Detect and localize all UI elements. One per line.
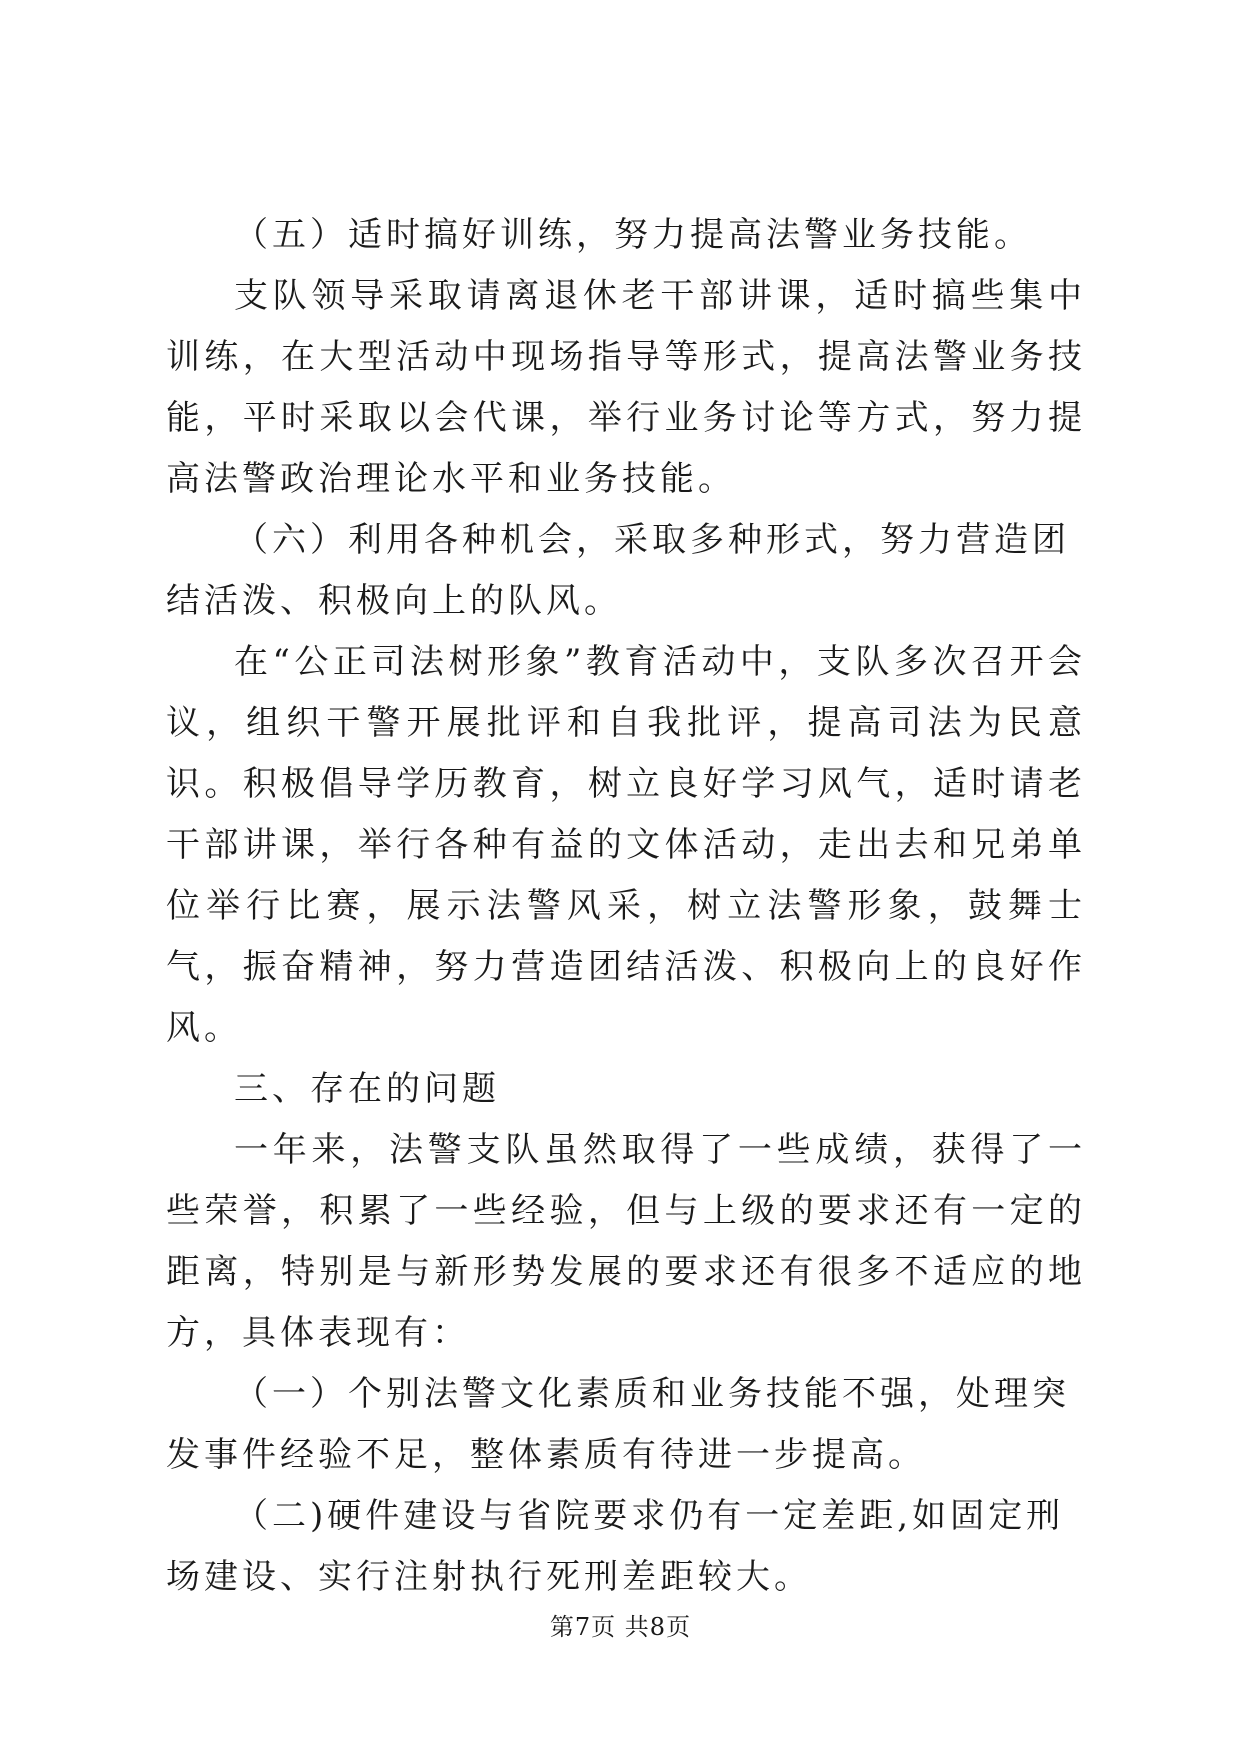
section-heading-problems: 三、存在的问题	[234, 1069, 500, 1109]
problem-item-1: （一）个别法警文化素质和业务技能不强，处理突发事件经验不足，整体素质有待进一步提高。	[166, 1374, 1070, 1475]
paragraph-training: 支队领导采取请离退休老干部讲课，适时搞些集中训练，在大型活动中现场指导等形式，提高法警业务技能，平时采取以会代课，举行业务讨论等方式，努力提高法警政治理论水平和业务技能。	[166, 276, 1086, 499]
problem-item-2: （二)硬件建设与省院要求仍有一定差距,如固定刑场建设、实行注射执行死刑差距较大。	[166, 1496, 1065, 1597]
section-heading-6: （六）利用各种机会，采取多种形式，努力营造团结活泼、积极向上的队风。	[166, 520, 1070, 621]
document-body	[166, 205, 1086, 1608]
page-number-footer: 第7页 共8页	[549, 1613, 692, 1641]
paragraph-team-spirit: 在“公正司法树形象”教育活动中，支队多次召开会议，组织干警开展批评和自我批评，提高司法为民意识。积极倡导学历教育，树立良好学习风气，适时请老干部讲课，举行各种有益的文体活动，走出去和兄弟单位举行比赛，展示法警风采，树立法警形象，鼓舞士气，振奋精神，努力营造团结活泼、积极向上的良好作风。	[166, 642, 1086, 1048]
section-heading-5: （五）适时搞好训练，努力提高法警业务技能。	[234, 215, 1032, 255]
paragraph-problems-intro: 一年来，法警支队虽然取得了一些成绩，获得了一些荣誉，积累了一些经验，但与上级的要求还有一定的距离，特别是与新形势发展的要求还有很多不适应的地方，具体表现有：	[166, 1130, 1086, 1353]
